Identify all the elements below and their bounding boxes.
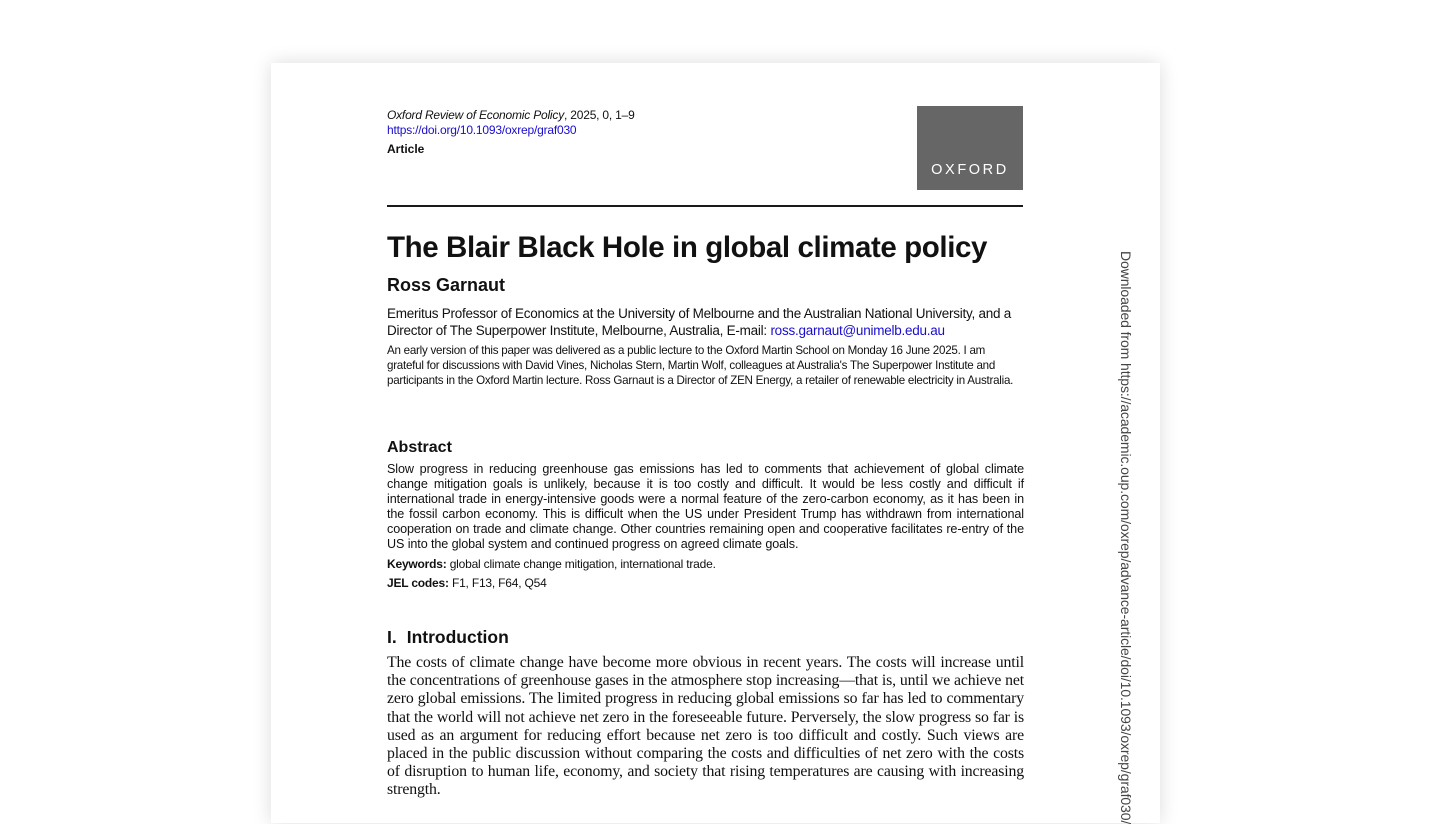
introduction-heading (387, 627, 509, 648)
abstract-text: Slow progress in reducing greenhouse gas emissions has led to comments that achievement of global climate change mitigation goals is unlikely, because it is too costly and difficult. It would be less costly and difficult if international trade in energy-intensive goods were a normal feature of the zero-carbon economy, as it has been in the fossil carbon economy. This is difficult when the US under President Trump has withdrawn from international cooperation on trade and climate change. Other countries remaining open and cooperative facilitates re-entry of the US into the global system and continued progress on agreed climate goals. (387, 462, 1024, 551)
oxford-logo (917, 106, 1023, 190)
abstract-heading: Abstract (387, 439, 452, 456)
jel-codes-label: JEL codes: (387, 576, 449, 590)
header-divider (387, 205, 1023, 207)
jel-codes-line (387, 576, 547, 590)
page-content (387, 107, 1024, 799)
keywords-label: Keywords: (387, 557, 447, 571)
jel-codes-value: F1, F13, F64, Q54 (448, 576, 547, 590)
acknowledgement-note: An early version of this paper was delivered as a public lecture to the Oxford Martin School on Monday 16 June 2025. I am grateful for discussions with David Vines, Nicholas Stern, Martin Wolf, colleagues at Australia's The Superpower Institute and participants in the Oxford Martin lecture. Ross Garnaut is a Director of ZEN Energy, a retailer of renewable electricity in Australia. (387, 344, 1014, 387)
author-affiliation (387, 306, 1024, 339)
affiliation-text: Emeritus Professor of Economics at the University of Melbourne and the Australian National University, and a Director of The Superpower Institute, Melbourne, Australia, E-mail: (387, 306, 1012, 338)
doi-link[interactable]: https://doi.org/10.1093/oxrep/graf030 (387, 123, 577, 137)
keywords-line (387, 557, 716, 571)
paper-page (271, 63, 1160, 823)
author-name: Ross Garnaut (387, 275, 506, 295)
section-title: Introduction (406, 627, 509, 647)
section-number: I. (387, 627, 397, 647)
paper-title: The Blair Black Hole in global climate policy (387, 231, 988, 264)
journal-details: , 2025, 0, 1–9 (564, 108, 635, 122)
keywords-value: global climate change mitigation, international trade. (446, 557, 716, 571)
journal-name: Oxford Review of Economic Policy (387, 108, 564, 122)
introduction-paragraph: The costs of climate change have become more obvious in recent years. The costs will increase until the concentrations of greenhouse gases in the atmosphere stop increasing—that is, until we achieve net zero global emissions. The limited progress in reducing global emissions so far has led to commentary that the world will not achieve net zero in the foreseeable future. Perversely, the slow progress so far is used as an argument for reducing effort because net zero is too difficult and costly. Such views are placed in the public discussion without comparing the costs and difficulties of net zero with the costs of disruption to human life, economy, and society that rising temperatures are causing with increasing strength. (387, 654, 1024, 799)
author-email-link[interactable]: ross.garnaut@unimelb.edu.au (770, 322, 945, 338)
oxford-logo-text: OXFORD (931, 162, 1009, 178)
article-type-label: Article (387, 142, 425, 156)
download-watermark: Downloaded from https://academic.oup.com/oxrep/advance-article/doi/10.1093/oxrep/graf030/ (1118, 251, 1134, 824)
